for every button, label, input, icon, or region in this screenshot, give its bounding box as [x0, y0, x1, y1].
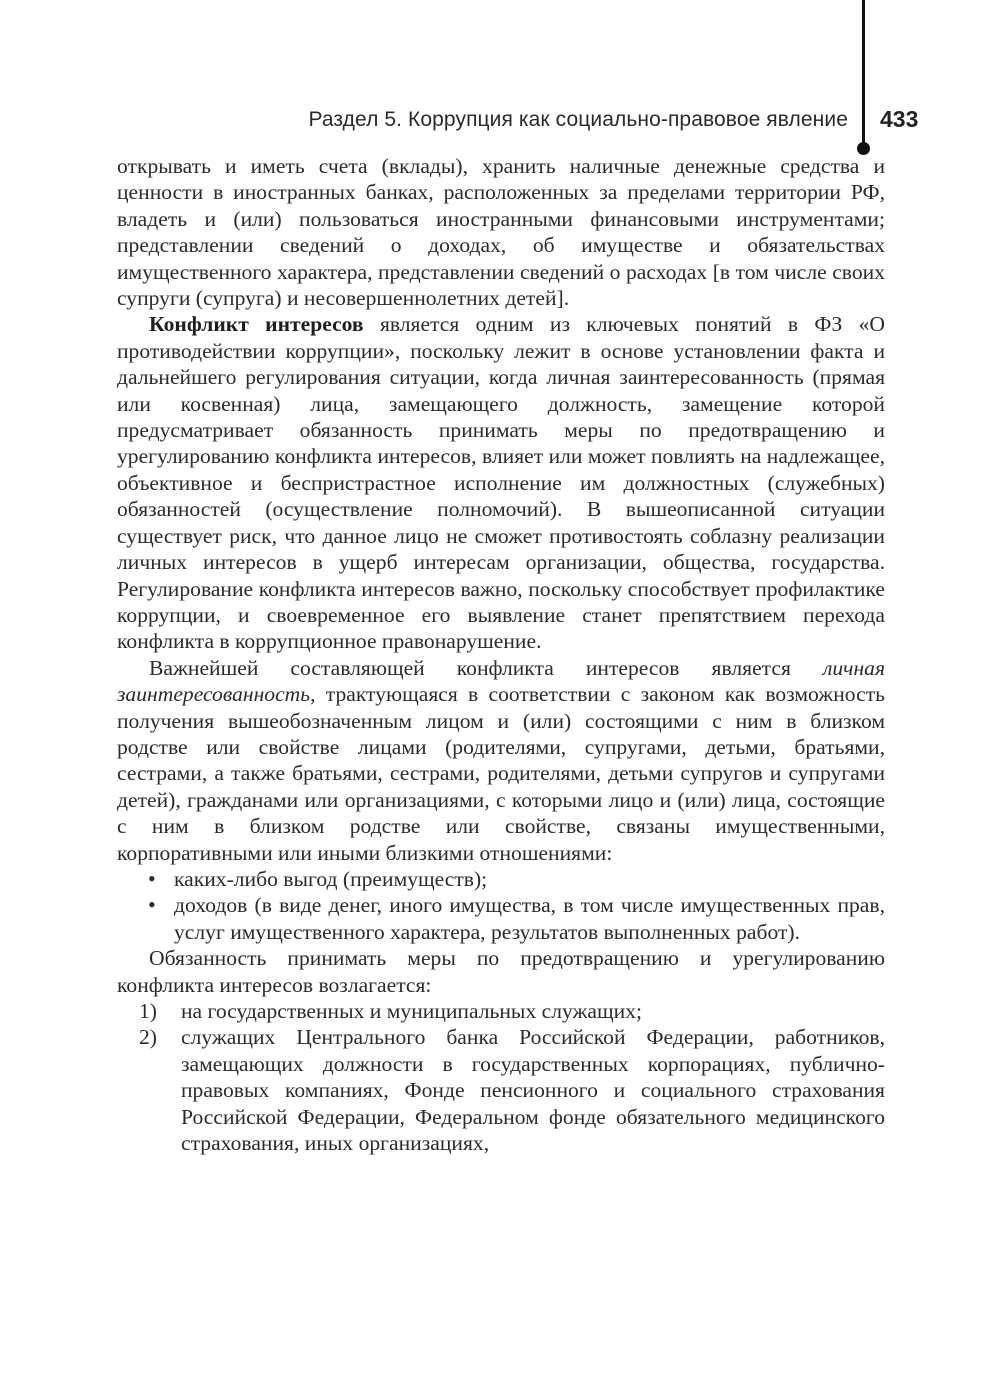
paragraph-continued: открывать и иметь счета (вклады), хранить наличные денежные средства и ценности в иностранных банках, расположенных за пределами территории РФ, владеть и (или) пользоваться иностранными финансовыми инструментами; представлении сведений о доходах, об имуществе и обязательствах имущественного характера, представлении сведений о расходах [в том числе своих супруги (супруга) и несовершеннолетних детей]. — [117, 154, 885, 311]
term-conflict-of-interest: Конфликт интересов — [149, 312, 364, 337]
list-item: • доходов (в виде денег, иного имущества, в том числе имущественных прав, услуг имущественного характера, результатов выполненных работ). — [174, 892, 885, 945]
list-item — [139, 1024, 885, 1156]
list-item — [139, 998, 885, 1024]
page-body — [117, 153, 885, 1156]
header-rule — [862, 0, 865, 152]
running-head: Раздел 5. Коррупция как социально-правовое явление — [308, 108, 848, 131]
term-personal-interest: личная заинтересованность — [117, 655, 885, 707]
list-text: служащих Центрального банка Российской Федерации, работников, замещающих должности в государственных корпорациях, публично-правовых компаниях, Фонде пенсионного и социального страхования Российской Федерации, Федеральном фонде обязательного медицинского страхования, иных организациях, — [181, 1025, 885, 1156]
page-number: 433 — [880, 106, 919, 132]
paragraph-conflict-of-interest — [117, 311, 885, 654]
list-item: • каких-либо выгод (преимуществ); — [174, 866, 885, 892]
list-number: 2) — [139, 1025, 157, 1050]
paragraph-obligation: Обязанность принимать меры по предотвращению и урегулированию конфликта интересов возлагается: — [117, 946, 885, 997]
paragraph-text: , трактующаяся в соответствии с законом как возможность получения вышеобозначенным лицом и (или) состоящими с ним в близком родстве или свойстве лицами (родителями, супругами, детьми, братьями, сестрами, а также братьями, сестрами, родителями, детьми супругов и супругами детей), гражданами или организациями, с которыми лицо и (или) лица, состоящие с ним в близком родстве или свойстве, связаны имущественными, корпоративными или иными близкими отношениями: — [117, 682, 885, 865]
numbered-list — [117, 998, 885, 1156]
list-text: на государственных и муниципальных служащих; — [181, 999, 642, 1023]
paragraph-text: является одним из ключевых понятий в ФЗ «О противодействии коррупции», поскольку лежит в основе установлении факта и дальнейшего регулирования ситуации, когда личная заинтересованность (прямая или косвенная) лица, замещающего должность, замещение которой предусматривает обязанность принимать меры по предотвращению и урегулированию конфликта интересов, влияет или может повлиять на надлежащее, объективное и беспристрастное исполнение им должностных (служебных) обязанностей (осуществление полномочий). В вышеописанной ситуации существует риск, что данное лицо не сможет противостоять соблазну реализации личных интересов в ущерб интересам организации, общества, государства. Регулирование конфликта интересов важно, поскольку способствует профилактике коррупции, и своевременное его выявление станет препятствием перехода конфликта в коррупционное правонарушение. — [117, 312, 885, 654]
bullet-list — [117, 866, 885, 945]
paragraph-personal-interest — [117, 655, 885, 866]
paragraph-text: Важнейшей составляющей конфликта интересов является — [149, 655, 823, 680]
list-number: 1) — [139, 999, 157, 1023]
